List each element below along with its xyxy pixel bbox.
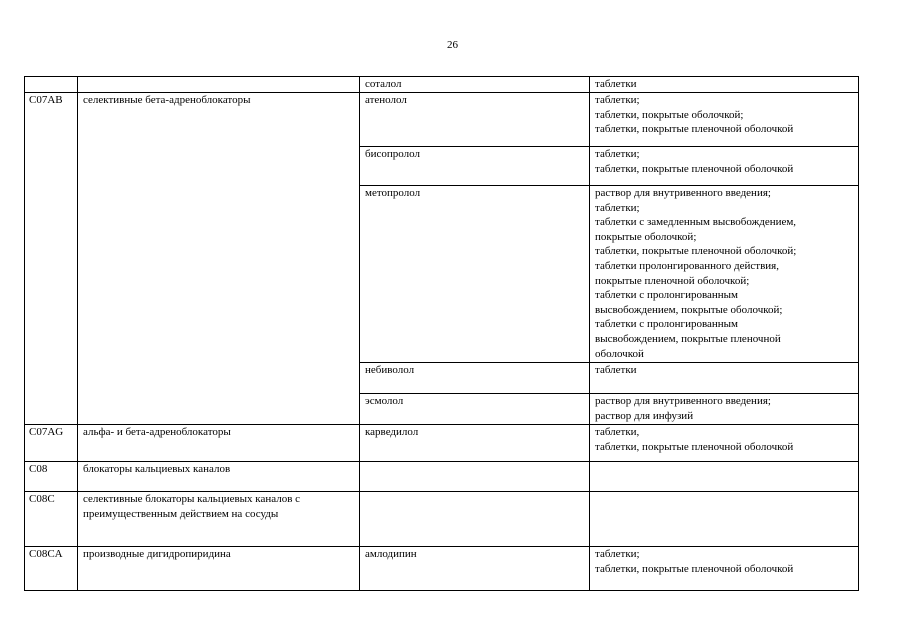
drug-name-cell: атенолол xyxy=(360,93,590,147)
dosage-form: таблетки с пролонгированным xyxy=(595,318,739,331)
dosage-form: таблетки; xyxy=(595,148,640,160)
dosage-form: таблетки с пролонгированным xyxy=(595,289,739,302)
dosage-forms-cell xyxy=(590,394,859,425)
drug-name-cell: бисопролол xyxy=(360,147,590,186)
dosage-forms-cell xyxy=(590,547,859,591)
drug-name-cell: небиволол xyxy=(360,363,590,394)
dosage-form: таблетки xyxy=(595,78,637,90)
drug-name-cell: карведилол xyxy=(360,425,590,462)
table-row xyxy=(25,547,859,591)
group-name-line: селективные блокаторы кальциевых каналов с xyxy=(83,493,301,505)
group-name-cell: производные дигидропиридина xyxy=(78,547,360,591)
drug-name-cell xyxy=(360,462,590,492)
atc-code-cell: C07AB xyxy=(25,93,78,425)
dosage-forms-cell xyxy=(590,77,859,93)
drug-name-cell: метопролол xyxy=(360,186,590,363)
dosage-form: оболочкой xyxy=(595,347,644,360)
dosage-form: таблетки, покрытые пленочной оболочкой xyxy=(595,162,794,175)
group-name-cell: селективные бета-адреноблокаторы xyxy=(78,93,360,425)
table-row xyxy=(25,77,859,93)
dosage-form: раствор для внутривенного введения; xyxy=(595,395,771,407)
group-name-line: преимущественным действием на сосуды xyxy=(83,507,279,520)
dosage-form: таблетки с замедленным высвобождением, xyxy=(595,216,797,229)
dosage-form: таблетки, покрытые пленочной оболочкой xyxy=(595,123,794,136)
dosage-form: покрытые пленочной оболочкой; xyxy=(595,274,750,287)
table-row xyxy=(25,93,859,147)
dosage-forms-cell xyxy=(590,363,859,394)
drug-name-cell: соталол xyxy=(360,77,590,93)
atc-code-cell: C08CA xyxy=(25,547,78,591)
group-name-cell: блокаторы кальциевых каналов xyxy=(78,462,360,492)
dosage-form: таблетки, покрытые пленочной оболочкой xyxy=(595,440,794,453)
dosage-form: раствор для инфузий xyxy=(595,409,694,422)
page-number: 26 xyxy=(447,39,458,51)
dosage-form: таблетки, покрытые оболочкой; xyxy=(595,108,744,121)
dosage-forms-cell xyxy=(590,147,859,186)
dosage-form: таблетки xyxy=(595,364,637,376)
dosage-forms-cell xyxy=(590,93,859,147)
dosage-forms-cell xyxy=(590,462,859,492)
dosage-form: таблетки, покрытые пленочной оболочкой xyxy=(595,562,794,575)
dosage-form: таблетки; xyxy=(595,548,640,560)
dosage-form: высвобождением, покрытые пленочной xyxy=(595,332,781,345)
table-row xyxy=(25,425,859,462)
group-name-cell: альфа- и бета-адреноблокаторы xyxy=(78,425,360,462)
group-name-cell xyxy=(78,77,360,93)
dosage-form: высвобождением, покрытые оболочкой; xyxy=(595,303,783,316)
drug-name-cell: эсмолол xyxy=(360,394,590,425)
dosage-form: покрытые оболочкой; xyxy=(595,230,697,243)
dosage-forms-cell xyxy=(590,425,859,462)
drug-name-cell: амлодипин xyxy=(360,547,590,591)
dosage-form: таблетки; xyxy=(595,201,640,214)
drug-table xyxy=(24,76,859,591)
dosage-form: раствор для внутривенного введения; xyxy=(595,187,771,199)
atc-code-cell: C07AG xyxy=(25,425,78,462)
dosage-form: таблетки пролонгированного действия, xyxy=(595,259,779,272)
atc-code-cell: C08C xyxy=(25,492,78,547)
table-row xyxy=(25,462,859,492)
table-row xyxy=(25,492,859,547)
dosage-form: таблетки, xyxy=(595,426,640,438)
dosage-forms-cell xyxy=(590,492,859,547)
dosage-forms-cell xyxy=(590,186,859,363)
dosage-form: таблетки, покрытые пленочной оболочкой; xyxy=(595,245,797,258)
atc-code-cell xyxy=(25,77,78,93)
drug-name-cell xyxy=(360,492,590,547)
atc-code-cell: C08 xyxy=(25,462,78,492)
dosage-form: таблетки; xyxy=(595,94,640,106)
group-name-cell xyxy=(78,492,360,547)
